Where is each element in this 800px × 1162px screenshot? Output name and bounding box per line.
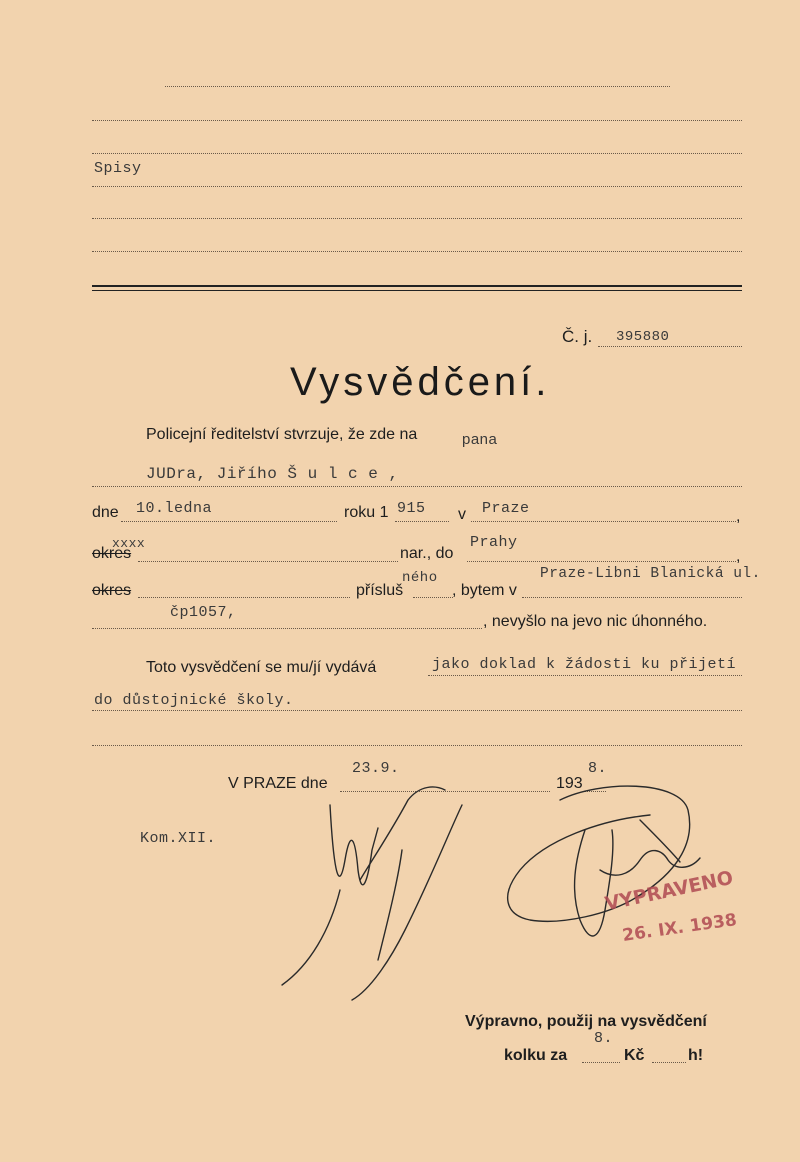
bytem-label: , bytem v	[452, 582, 517, 599]
domicile: Prahy	[470, 534, 518, 551]
signature-left-stroke-1	[330, 805, 378, 885]
okres2-struck: okres	[92, 582, 132, 599]
stamp-word: VYPRAVENO	[603, 866, 736, 916]
nar-label: nar., do	[400, 545, 454, 562]
comma-2: ,	[736, 548, 741, 565]
amount: 8.	[594, 1030, 614, 1047]
v-label: v	[458, 506, 466, 523]
office-code: Kom.XII.	[140, 830, 217, 847]
nevyslo-text: , nevyšlo na jevo nic úhonného.	[483, 613, 708, 630]
dne-label: dne	[92, 504, 119, 521]
comma-1: ,	[736, 508, 741, 525]
kc-label: Kč	[624, 1047, 645, 1064]
intro-text: Policejní ředitelství stvrzuje, že zde na	[146, 426, 418, 443]
roku-label: roku 1	[344, 504, 389, 521]
okres-struck: okres	[92, 545, 132, 562]
birth-date: 10.ledna	[136, 500, 213, 517]
purpose-intro: Toto vysvědčení se mu/jí vydává	[146, 659, 377, 676]
spisy-label: Spisy	[94, 160, 142, 177]
purpose-line-1: jako doklad k žádosti ku přijetí	[432, 656, 737, 673]
prislus-label: přísluš	[356, 582, 404, 599]
birth-place: Praze	[482, 500, 530, 517]
year-suffix: 8.	[588, 760, 608, 777]
signature-right-stroke-2	[575, 830, 613, 936]
haler-line	[652, 1062, 686, 1063]
kolku-label: kolku za	[504, 1047, 568, 1064]
stamp-date: 26. IX. 1938	[621, 910, 739, 946]
okres-typed: xxxx	[112, 536, 146, 551]
address-number: čp1057,	[170, 604, 237, 621]
place-label: V PRAZE dne	[228, 775, 328, 792]
issue-date: 23.9.	[352, 760, 400, 777]
amount-line	[582, 1062, 620, 1063]
pana-text: pana	[462, 431, 498, 448]
signature-right-stroke-3	[600, 851, 700, 876]
year-prefix: 193	[556, 775, 583, 792]
page-title: Vysvědčení.	[290, 360, 551, 404]
footer-line-1: Výpravno, použij na vysvědčení	[465, 1013, 707, 1030]
person-name: JUDra, Jiřího Š u l c e ,	[146, 465, 399, 483]
ref-number: 395880	[616, 329, 670, 345]
signature-right-stroke-4	[640, 820, 680, 862]
birth-year: 915	[397, 500, 426, 517]
signature-left-stroke-5	[282, 890, 340, 985]
prislus-suffix: ného	[402, 570, 438, 586]
h-label: h!	[688, 1047, 704, 1064]
signature-left-stroke-4	[352, 805, 462, 1000]
residence: Praze-Libni Blanická ul.	[540, 566, 761, 582]
purpose-line-2: do důstojnické školy.	[94, 692, 294, 709]
signature-left-stroke-2	[360, 787, 445, 880]
ref-label: Č. j.	[562, 327, 593, 346]
